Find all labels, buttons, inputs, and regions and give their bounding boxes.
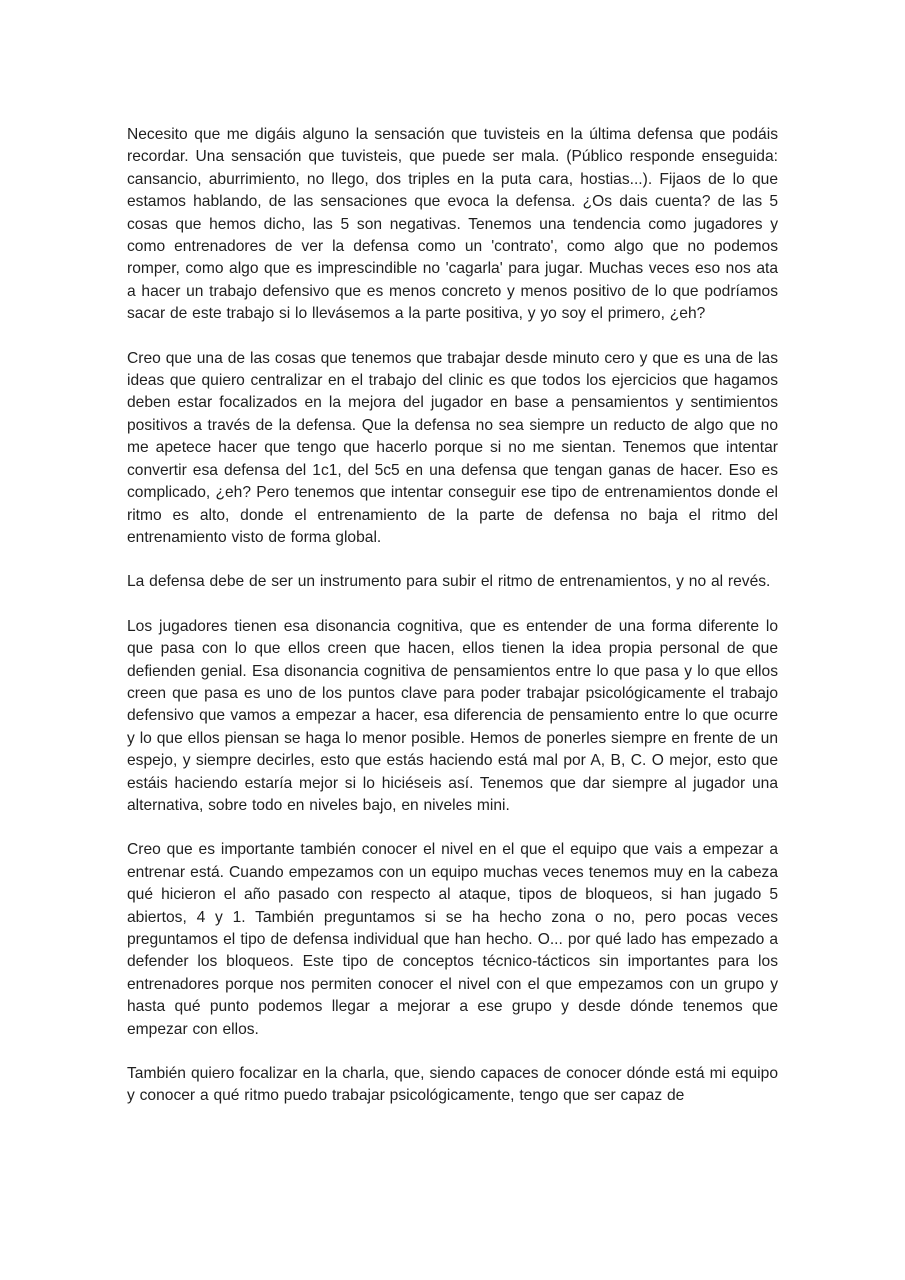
paragraph-3: La defensa debe de ser un instrumento para subir el ritmo de entrenamientos, y no al revés. [127, 573, 771, 591]
paragraph-2: Creo que una de las cosas que tenemos que trabajar desde minuto cero y que es una de las ideas que quiero centralizar en el trabajo del clinic es que todos los ejercicios que hagamos deben estar focalizados en la mejora del jugador en base a pensamientos y sentimientos positivos a través de la defensa. Que la defensa no sea siempre un reducto de algo que no me apetece hacer que tengo que hacerlo porque si no me sientan. Tenemos que intentar convertir esa defensa del 1c1, del 5c5 en una defensa que tengan ganas de hacer. Eso es complicado, ¿eh? Pero tenemos que intentar conseguir ese tipo de entrenamientos donde el ritmo es alto, donde el entrenamiento de la parte de defensa no baja el ritmo del entrenamiento visto de forma global. [127, 349, 778, 546]
document-text-block [127, 124, 778, 1108]
paragraph-6: También quiero focalizar en la charla, que, siendo capaces de conocer dónde está mi equipo y conocer a qué ritmo puedo trabajar psicológicamente, tengo que ser capaz de [127, 1065, 778, 1105]
paragraph-1: Necesito que me digáis alguno la sensación que tuvisteis en la última defensa que podáis recordar. Una sensación que tuvisteis, que puede ser mala. (Público responde enseguida: cansancio, aburrimiento, no llego, dos triples en la puta cara, hostias...). Fijaos de lo que estamos hablando, de las sensaciones que evoca la defensa. ¿Os dais cuenta? de las 5 cosas que hemos dicho, las 5 son negativas. Tenemos una tendencia como jugadores y como entrenadores de ver la defensa como un 'contrato', como algo que no podemos romper, como algo que es imprescindible no 'cagarla' para jugar. Muchas veces eso nos ata a hacer un trabajo defensivo que es menos concreto y menos positivo de lo que podríamos sacar de este trabajo si lo llevásemos a la parte positiva, y yo soy el primero, ¿eh? [127, 126, 778, 323]
paragraph-4: Los jugadores tienen esa disonancia cognitiva, que es entender de una forma diferente lo que pasa con lo que ellos creen que hacen, ellos tienen la idea propia personal de que defienden genial. Esa disonancia cognitiva de pensamientos entre lo que pasa y lo que ellos creen que pasa es uno de los puntos clave para poder trabajar psicológicamente el trabajo defensivo que vamos a empezar a hacer, esa diferencia de pensamiento entre lo que ocurre y lo que ellos piensan se haga lo menor posible. Hemos de ponerles siempre en frente de un espejo, y siempre decirles, esto que estás haciendo está mal por A, B, C. O mejor, esto que estáis haciendo estaría mejor si lo hiciéseis así. Tenemos que dar siempre al jugador una alternativa, sobre todo en niveles bajo, en niveles mini. [127, 617, 778, 814]
paragraph-5: Creo que es importante también conocer el nivel en el que el equipo que vais a empezar a entrenar está. Cuando empezamos con un equipo muchas veces tenemos muy en la cabeza qué hicieron el año pasado con respecto al ataque, tipos de bloqueos, si han jugado 5 abiertos, 4 y 1. También preguntamos si se ha hecho zona o no, pero pocas veces preguntamos el tipo de defensa individual que han hecho. O... por qué lado has empezado a defender los bloqueos. Este tipo de conceptos técnico-tácticos sin importantes para los entrenadores porque nos permiten conocer el nivel con el que empezamos con un grupo y hasta qué punto podemos llegar a mejorar a ese grupo y desde dónde tenemos que empezar con ellos. [127, 841, 778, 1038]
